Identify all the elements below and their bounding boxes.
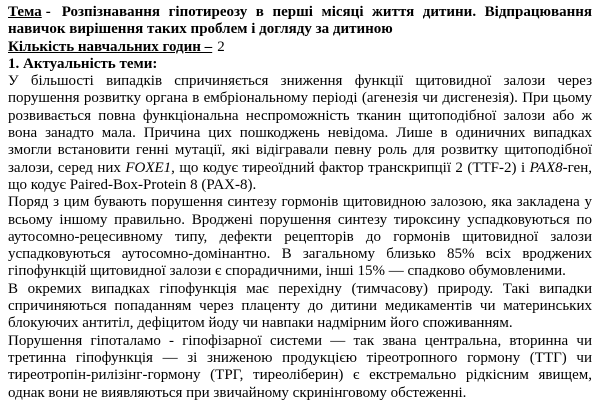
gene-pax8: PAX8 (529, 159, 563, 176)
topic-heading (8, 4, 592, 39)
paragraph-text: -ген, що кодує Paired-Box-Protein 8 (PAX-8). (8, 159, 592, 193)
section-heading: 1. Актуальність теми: (8, 55, 158, 72)
gene-foxe1: FOXE1 (125, 159, 172, 176)
hours-label: Кількість навчальних годин – (8, 38, 213, 55)
topic-separator: - (45, 4, 51, 20)
paragraph-text: У більшості випадків спричиняється зниження функції щитовидної залози через порушення розвитку органа в ембріональному періоді (агенезія чи дисгенезія). При цьому розвивається повна функціональна неспроможність тканин щитоподібної залози або ж вона занадто мала. Причина цих пошкоджень невідома. Лише в одиничних випадках змогли встановити генні мутації, які відігравали певну роль для розвитку щитоподібної залози, серед них (8, 73, 592, 176)
hours-line (8, 39, 592, 56)
paragraph-transient-hypofunction: В окремих випадках гіпофункція має перехідну (тимчасову) природу. Такі випадки спричиняються попаданням через плаценту до дитини медикаментів чи материнських блокуючих антитіл, дефіцитом йоду чи навпаки надмірним його споживанням. (8, 280, 592, 332)
paragraph-text: , що кодує тиреоїдний фактор транскрипції 2 (TTF-2) і (171, 159, 530, 176)
paragraph-etiology (8, 73, 592, 194)
paragraph-hormone-synthesis: Поряд з цим бувають порушення синтезу гормонів щитовидною залозою, яка закладена у всьому іншому правильно. Вроджені порушення синтезу тироксину успадковуються по аутосомно-рецесивному типу, дефекти рецепторів до гормонів щитовидної залози успадковуються аутосомно-домінантно. В загальному близько 85% всіх вроджених гіпофункцій щитовидної залози є спорадичними, інші 15% — спадково обумовленими. (8, 194, 592, 280)
paragraph-central-hypofunction: Порушення гіпоталамо - гіпофізарної системи — так звана центральна, вторинна чи третинна гіпофункція — зі зниженою продукцією тіреотропного гормону (ТТГ) чи тиреотропін-рилізінг-гормону (ТРГ, тиреоліберин) є екстремально рідкісним явищем, однак вони не виявляються при звичайному скринінговому обстеженні. (8, 332, 592, 401)
topic-label: Тема (8, 4, 42, 20)
hours-value: 2 (217, 38, 225, 55)
topic-title: Розпізнавання гіпотиреозу в перші місяці життя дитини. Відпрацювання навичок вирішення таких проблем і догляду за дитиною (8, 4, 592, 38)
